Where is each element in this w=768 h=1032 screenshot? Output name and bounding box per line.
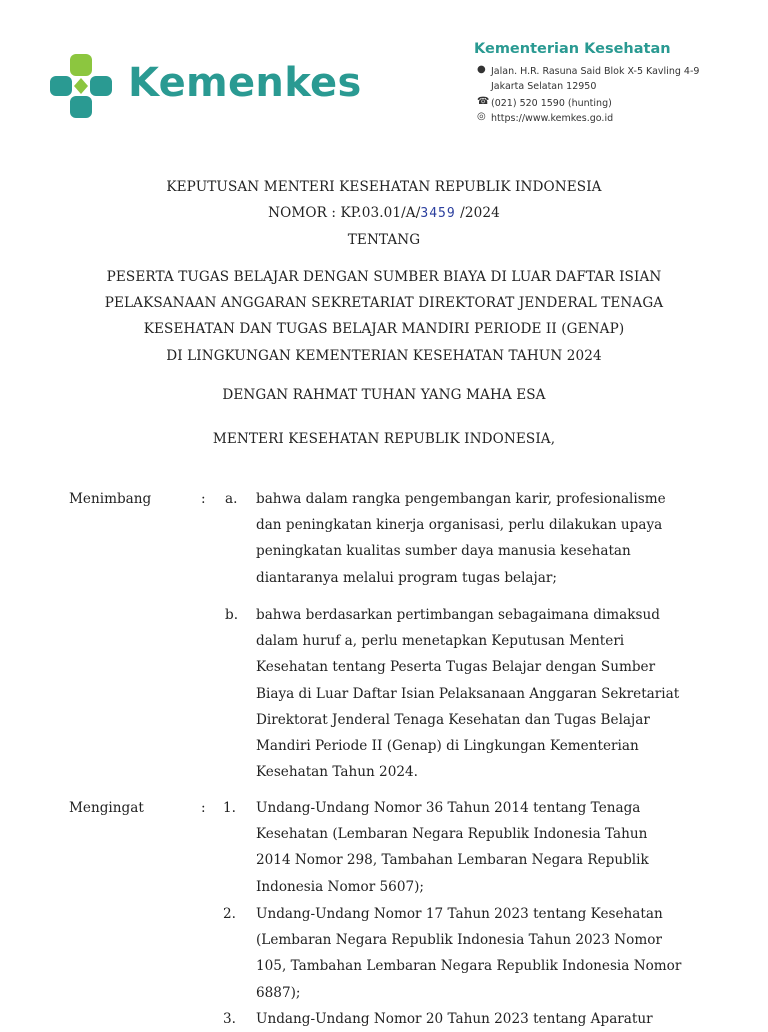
address-line-1: Jalan. H.R. Rasuna Said Blok X-5 Kavling 4-9 xyxy=(491,66,700,77)
text-line: Mandiri Periode II (Genap) di Lingkungan Kementerian xyxy=(256,738,639,755)
menimbang-marker-a: a. xyxy=(225,491,238,507)
text-line: 6887); xyxy=(256,984,301,1001)
text-line: bahwa berdasarkan pertimbangan sebagaimana dimaksud xyxy=(256,607,660,623)
blessing-text: DENGAN RAHMAT TUHAN YANG MAHA ESA xyxy=(222,387,546,403)
number-prefix: NOMOR : KP.03.01/A/ xyxy=(268,205,421,221)
text-line: Undang-Undang Nomor 36 Tahun 2014 tentang Tenaga xyxy=(256,800,641,816)
phone-text: (021) 520 1590 (hunting) xyxy=(491,98,612,109)
text-line: 2014 Nomor 298, Tambahan Lembaran Negara Republik xyxy=(256,852,649,869)
subject-line-4: DI LINGKUNGAN KEMENTERIAN KESEHATAN TAHUN 2024 xyxy=(166,348,602,364)
address-line-2: Jakarta Selatan 12950 xyxy=(491,81,597,92)
mengingat-item-3 xyxy=(256,1006,713,1032)
subject-line-1: PESERTA TUGAS BELAJAR DENGAN SUMBER BIAYA DI LUAR DAFTAR ISIAN xyxy=(106,269,662,285)
decree-number xyxy=(0,205,768,221)
text-line: Direktorat Jenderal Tenaga Kesehatan dan Tugas Belajar xyxy=(256,711,650,728)
text-line: (Lembaran Negara Republik Indonesia Tahun 2023 Nomor xyxy=(256,932,662,949)
text-line: dalam huruf a, perlu menetapkan Keputusan Menteri xyxy=(256,633,625,650)
website-block[interactable] xyxy=(477,111,613,126)
text-line: Indonesia Nomor 5607); xyxy=(256,878,425,895)
number-suffix: /2024 xyxy=(460,205,500,221)
mengingat-marker-1: 1. xyxy=(223,800,236,816)
menimbang-label: Menimbang xyxy=(69,491,152,507)
phone-block xyxy=(477,96,612,111)
mengingat-label: Mengingat xyxy=(69,800,144,816)
handwritten-number: 3459 xyxy=(420,206,456,221)
text-line: Kesehatan (Lembaran Negara Republik Indonesia Tahun xyxy=(256,826,648,843)
mengingat-item-1 xyxy=(256,795,713,900)
text-line: Kesehatan Tahun 2024. xyxy=(256,764,418,781)
text-line: Undang-Undang Nomor 20 Tahun 2023 tentang Aparatur xyxy=(256,1011,653,1027)
text-line: Biaya di Luar Daftar Isian Pelaksanaan Anggaran Sekretariat xyxy=(256,685,680,702)
decree-title: KEPUTUSAN MENTERI KESEHATAN REPUBLIK INDONESIA xyxy=(166,179,602,195)
website-link[interactable]: https://www.kemkes.go.id xyxy=(491,113,614,124)
text-line: peningkatan kualitas sumber daya manusia kesehatan xyxy=(256,543,631,560)
minister-heading: MENTERI KESEHATAN REPUBLIK INDONESIA, xyxy=(212,431,556,447)
subject-line-2: PELAKSANAAN ANGGARAN SEKRETARIAT DIREKTORAT JENDERAL TENAGA xyxy=(104,295,664,311)
text-line: 105, Tambahan Lembaran Negara Republik Indonesia Nomor xyxy=(256,958,682,975)
mengingat-item-2 xyxy=(256,901,713,1006)
location-pin-icon: ● xyxy=(477,64,486,75)
mengingat-colon: : xyxy=(201,800,206,816)
menimbang-colon: : xyxy=(201,491,206,507)
menimbang-item-a xyxy=(256,486,713,591)
address-block xyxy=(477,64,699,94)
menimbang-marker-b: b. xyxy=(225,607,239,623)
logo-wordmark: Kemenkes xyxy=(128,60,362,106)
kemenkes-logo-icon xyxy=(48,52,116,120)
text-line: Kesehatan tentang Peserta Tugas Belajar dengan Sumber xyxy=(256,659,656,676)
text-line: Undang-Undang Nomor 17 Tahun 2023 tentang Kesehatan xyxy=(256,906,663,922)
mengingat-marker-3: 3. xyxy=(223,1011,236,1027)
org-name: Kementerian Kesehatan xyxy=(474,41,671,57)
mengingat-marker-2: 2. xyxy=(223,906,236,922)
text-line: diantaranya melalui program tugas belajar; xyxy=(256,569,557,586)
phone-icon: ☎ xyxy=(477,96,490,107)
text-line: bahwa dalam rangka pengembangan karir, profesionalisme xyxy=(256,491,666,507)
about-heading: TENTANG xyxy=(347,232,421,248)
menimbang-item-b xyxy=(256,602,713,785)
globe-icon: ◎ xyxy=(477,111,486,122)
subject-line-3: KESEHATAN DAN TUGAS BELAJAR MANDIRI PERIODE II (GENAP) xyxy=(143,321,625,337)
text-line: dan peningkatan kinerja organisasi, perlu dilakukan upaya xyxy=(256,517,663,534)
